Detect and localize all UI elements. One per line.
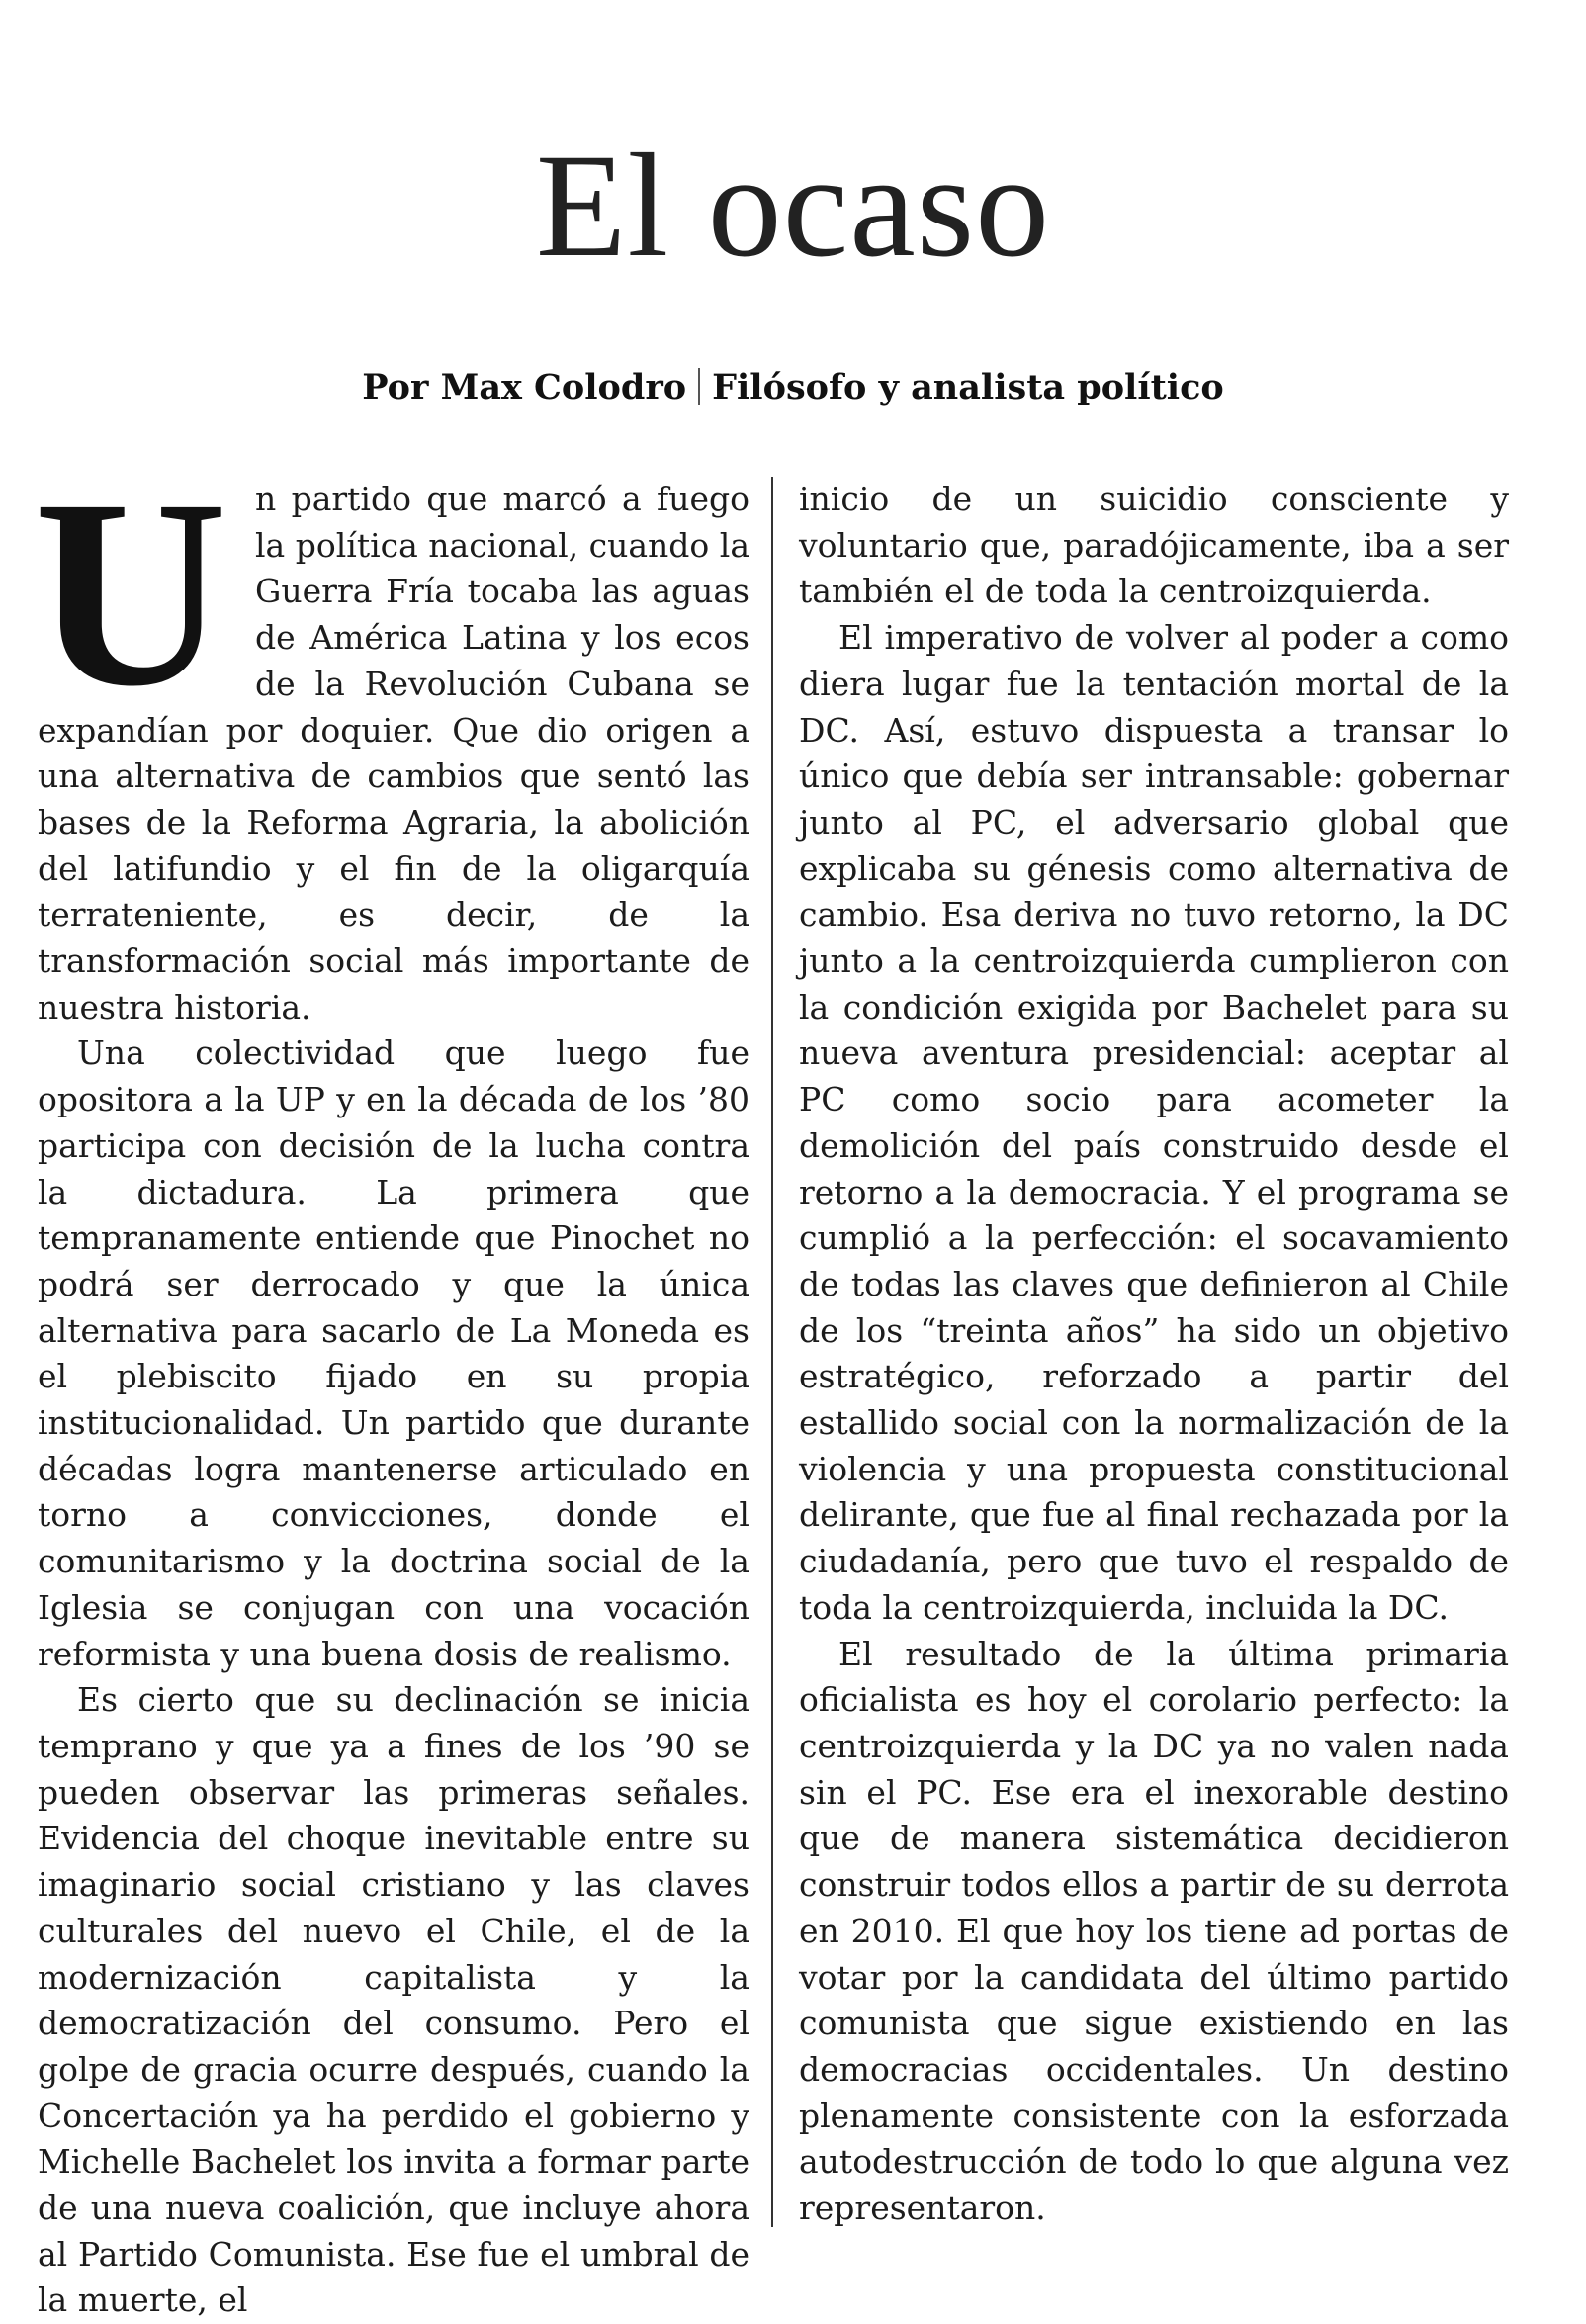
article-byline — [0, 364, 1586, 411]
paragraph-1-text: n partido que marcó a fuego la política nacional, cuando la Guerra Fría tocaba las aguas de América Latina y los ecos de la Revolución Cubana se expandían por doquier. Que dio origen a una alternativa de cambios que sentó las bases de la Reforma Agraria, la abolición del latifundio y el fin de la oligarquía terrateniente, es decir, de la transformación social más importante de nuestra historia. — [38, 480, 749, 1027]
byline-role: Filósofo y analista político — [712, 367, 1224, 407]
paragraph-1 — [34, 444, 749, 1030]
paragraph-3: Es cierto que su declinación se inicia temprano y que ya a fines de los ’90 se pueden observar las primeras señales. Evidencia del choque inevitable entre su imaginario social cristiano y las claves culturales del nuevo el Chile, el de la modernización capitalista y la democratización del consumo. Pero el golpe de gracia ocurre después, cuando la Concertación ya ha perdido el gobierno y Michelle Bachelet los invita a formar parte de una nueva coalición, que incluye ahora al Partido Comunista. Ese fue el umbral de la muerte, el — [38, 1680, 749, 2320]
paragraph-5: El resultado de la última primaria oficialista es hoy el corolario perfecto: la centroizquierda y la DC ya no valen nada sin el PC. Ese era el inexorable destino que de manera sistemática decidieron construir todos ellos a partir de su derrota en 2010. El que hoy los tiene ad portas de votar por la candidata del último partido comunista que sigue existiendo en las democracias occidentales. Un destino plenamente consistente con la esforzada autodestrucción de todo lo que alguna vez representaron. — [799, 1634, 1509, 2228]
paragraph-3-continued: inicio de un suicidio consciente y voluntario que, paradójicamente, iba a ser también el de toda la centroizquierda. — [799, 480, 1509, 611]
column-divider — [771, 477, 773, 2227]
article-column-left — [34, 444, 749, 2324]
drop-cap: U — [34, 444, 228, 742]
paragraph-2: Una colectividad que luego fue opositora a la UP y en la década de los ’80 participa con decisión de la lucha contra la dictadura. La primera que tempranamente entiende que Pinochet no podrá ser derrocado y que la única alternativa para sacarlo de La Moneda es el plebiscito fijado en su propia institucionalidad. Un partido que durante décadas logra mantenerse articulado en torno a convicciones, donde el comunitarismo y la doctrina social de la Iglesia se conjugan con una vocación reformista y una buena dosis de realismo. — [38, 1033, 749, 1673]
article-headline: El ocaso — [535, 123, 1051, 288]
byline-separator — [698, 368, 700, 405]
byline-author: Por Max Colodro — [362, 367, 687, 407]
article-column-right — [799, 477, 1509, 2232]
paragraph-4: El imperativo de volver al poder a como diera lugar fue la tentación mortal de la DC. Así, estuvo dispuesta a transar lo único que debía ser intransable: gobernar junto al PC, el adversario global que explicaba su génesis como alternativa de cambio. Esa deriva no tuvo retorno, la DC junto a la centroizquierda cumplieron con la condición exigida por Bachelet para su nueva aventura presidencial: aceptar al PC como socio para acometer la demolición del país construido desde el retorno a la democracia. Y el programa se cumplió a la perfección: el socavamiento de todas las claves que definieron al Chile de los “treinta años” ha sido un objetivo estratégico, reforzado a partir del estallido social con la normalización de la violencia y una propuesta constitucional delirante, que fue al final rechazada por la ciudadanía, pero que tuvo el respaldo de toda la centroizquierda, incluida la DC. — [799, 618, 1509, 1627]
